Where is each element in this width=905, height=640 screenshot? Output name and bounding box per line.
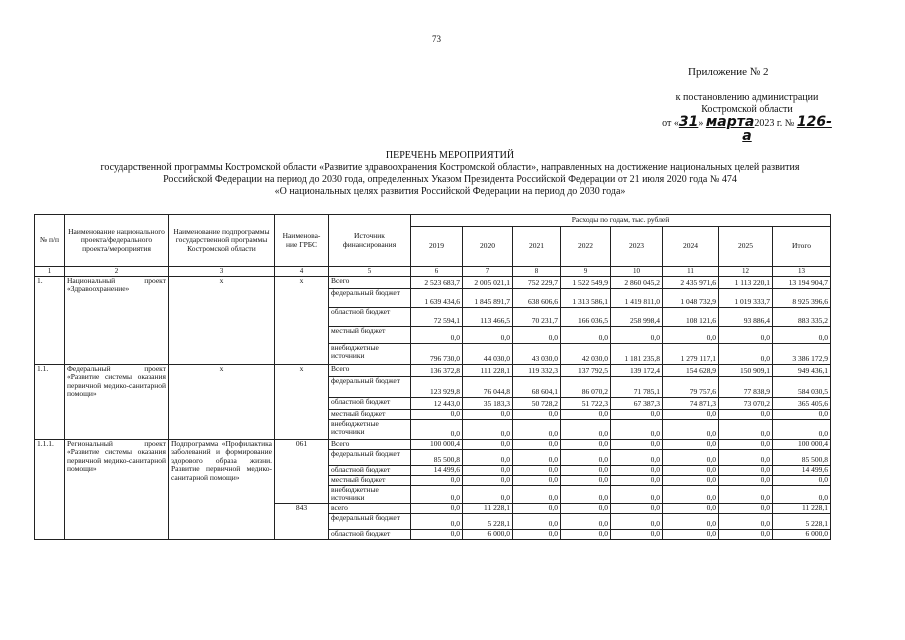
amount-cell: 113 466,5 (463, 307, 513, 326)
funding-source: федеральный бюджет (329, 376, 411, 397)
column-number: 5 (329, 267, 411, 277)
amount-cell: 0,0 (663, 409, 719, 419)
amount-cell: 0,0 (561, 475, 611, 485)
grbs-code: 843 (275, 503, 329, 539)
header-name: Наименование национального проекта/федерального проекта/мероприятия (65, 215, 169, 267)
subprogram-name: Подпрограмма «Профилактика заболеваний и формирование здорового образа жизни. Развитие первичной медико-санитарной помощи» (169, 439, 275, 539)
amount-cell: 166 036,5 (561, 307, 611, 326)
amount-cell: 0,0 (513, 529, 561, 539)
grbs-code: х (275, 364, 329, 439)
grbs-code: х (275, 276, 329, 364)
amount-cell: 0,0 (663, 326, 719, 343)
amount-cell: 0,0 (719, 326, 773, 343)
amount-cell: 93 886,4 (719, 307, 773, 326)
amount-cell: 0,0 (463, 419, 513, 439)
amount-cell: 0,0 (561, 503, 611, 513)
amount-cell: 73 070,2 (719, 397, 773, 409)
column-numbers-row (35, 267, 831, 277)
amount-cell: 1 048 732,9 (663, 288, 719, 307)
amount-cell: 0,0 (719, 439, 773, 449)
amount-cell: 108 121,6 (663, 307, 719, 326)
column-number: 9 (561, 267, 611, 277)
amount-cell: 123 929,8 (411, 376, 463, 397)
amount-cell: 0,0 (611, 439, 663, 449)
decree-reference (662, 92, 832, 144)
amount-cell: 43 030,0 (513, 343, 561, 364)
column-number: 4 (275, 267, 329, 277)
measure-name: Национальный проект «Здравоохранение» (65, 276, 169, 364)
title-line-2: Российской Федерации на период до 2030 года, определенных Указом Президента Российской Федерации от 21 июля 2020 года № 474 (163, 174, 737, 185)
amount-cell: 0,0 (513, 449, 561, 465)
amount-cell: 1 113 220,1 (719, 276, 773, 288)
funding-source: областной бюджет (329, 307, 411, 326)
column-number: 11 (663, 267, 719, 277)
funding-source: внебюджетные источники (329, 343, 411, 364)
amount-cell: 11 228,1 (463, 503, 513, 513)
header-year: 2021 (513, 227, 561, 267)
amount-cell: 0,0 (411, 475, 463, 485)
column-number: 3 (169, 267, 275, 277)
header-year: 2022 (561, 227, 611, 267)
amount-cell: 0,0 (411, 485, 463, 503)
table-row (35, 276, 831, 288)
funding-source: местный бюджет (329, 326, 411, 343)
amount-cell: 0,0 (773, 409, 831, 419)
appendix-title: Приложение № 2 (688, 66, 769, 78)
amount-cell: 1 845 891,7 (463, 288, 513, 307)
title-heading: ПЕРЕЧЕНЬ МЕРОПРИЯТИЙ (385, 150, 515, 161)
funding-source: внебюджетные источники (329, 485, 411, 503)
amount-cell: 1 313 586,1 (561, 288, 611, 307)
amount-cell: 1 522 549,9 (561, 276, 611, 288)
funding-source: областной бюджет (329, 465, 411, 475)
decree-quote: » (698, 118, 704, 129)
amount-cell: 0,0 (463, 485, 513, 503)
amount-cell: 0,0 (463, 475, 513, 485)
amount-cell: 68 604,1 (513, 376, 561, 397)
amount-cell: 150 909,1 (719, 364, 773, 376)
funding-source: областной бюджет (329, 529, 411, 539)
amount-cell: 0,0 (513, 503, 561, 513)
table-body (35, 276, 831, 539)
table-row (35, 439, 831, 449)
amount-cell: 86 070,2 (561, 376, 611, 397)
row-number: 1. (35, 276, 65, 364)
amount-cell: 74 871,3 (663, 397, 719, 409)
amount-cell: 35 183,3 (463, 397, 513, 409)
amount-cell: 2 005 021,1 (463, 276, 513, 288)
column-number: 7 (463, 267, 513, 277)
amount-cell: 0,0 (663, 475, 719, 485)
amount-cell: 0,0 (611, 449, 663, 465)
header-year: 2025 (719, 227, 773, 267)
amount-cell: 70 231,7 (513, 307, 561, 326)
amount-cell: 0,0 (773, 475, 831, 485)
amount-cell: 51 722,3 (561, 397, 611, 409)
amount-cell: 0,0 (611, 419, 663, 439)
amount-cell: 67 387,3 (611, 397, 663, 409)
amount-cell: 0,0 (561, 326, 611, 343)
amount-cell: 0,0 (773, 326, 831, 343)
amount-cell: 0,0 (463, 449, 513, 465)
amount-cell: 0,0 (663, 439, 719, 449)
column-number: 1 (35, 267, 65, 277)
amount-cell: 72 594,1 (411, 307, 463, 326)
grbs-code: 061 (275, 439, 329, 503)
header-year: 2020 (463, 227, 513, 267)
measure-name: Региональный проект «Развитие системы оказания первичной медико-санитарной помощи» (65, 439, 169, 539)
header-num: № п/п (35, 215, 65, 267)
amount-cell: 1 181 235,8 (611, 343, 663, 364)
amount-cell: 752 229,7 (513, 276, 561, 288)
amount-cell: 0,0 (719, 465, 773, 475)
amount-cell: 0,0 (611, 485, 663, 503)
subprogram-name: х (169, 276, 275, 364)
amount-cell: 0,0 (611, 409, 663, 419)
amount-cell: 14 499,6 (773, 465, 831, 475)
amount-cell: 0,0 (773, 419, 831, 439)
column-number: 6 (411, 267, 463, 277)
amount-cell: 0,0 (611, 503, 663, 513)
amount-cell: 44 030,0 (463, 343, 513, 364)
amount-cell: 1 419 811,0 (611, 288, 663, 307)
header-source: Источник финансирования (329, 215, 411, 267)
column-number: 12 (719, 267, 773, 277)
funding-source: всего (329, 503, 411, 513)
decree-line-2: Костромской области (701, 104, 793, 115)
amount-cell: 111 228,1 (463, 364, 513, 376)
amount-cell: 0,0 (663, 419, 719, 439)
amount-cell: 0,0 (561, 485, 611, 503)
document-title (60, 150, 840, 198)
amount-cell: 0,0 (411, 529, 463, 539)
measures-table (34, 214, 831, 540)
funding-source: федеральный бюджет (329, 513, 411, 529)
amount-cell: 139 172,4 (611, 364, 663, 376)
amount-cell: 0,0 (719, 419, 773, 439)
page-number: 73 (432, 34, 441, 44)
amount-cell: 100 000,4 (773, 439, 831, 449)
amount-cell: 0,0 (411, 513, 463, 529)
table-row (35, 364, 831, 376)
header-grbs: Наименова-ние ГРБС (275, 215, 329, 267)
amount-cell: 0,0 (719, 513, 773, 529)
amount-cell: 154 628,9 (663, 364, 719, 376)
column-number: 13 (773, 267, 831, 277)
funding-source: областной бюджет (329, 397, 411, 409)
amount-cell: 137 792,5 (561, 364, 611, 376)
amount-cell: 1 639 434,6 (411, 288, 463, 307)
funding-source: федеральный бюджет (329, 449, 411, 465)
decree-month: марта (705, 114, 755, 130)
amount-cell: 0,0 (463, 326, 513, 343)
amount-cell: 3 386 172,9 (773, 343, 831, 364)
amount-cell: 6 000,0 (773, 529, 831, 539)
decree-from: от « (662, 118, 679, 129)
funding-source: Всего (329, 439, 411, 449)
amount-cell: 0,0 (463, 439, 513, 449)
amount-cell: 77 838,9 (719, 376, 773, 397)
decree-date-line (662, 116, 832, 144)
amount-cell: 85 500,8 (773, 449, 831, 465)
funding-source: местный бюджет (329, 475, 411, 485)
amount-cell: 796 730,0 (411, 343, 463, 364)
amount-cell: 1 019 333,7 (719, 288, 773, 307)
funding-source: внебюджетные источники (329, 419, 411, 439)
column-number: 2 (65, 267, 169, 277)
amount-cell: 883 335,2 (773, 307, 831, 326)
amount-cell: 0,0 (411, 326, 463, 343)
amount-cell: 0,0 (611, 529, 663, 539)
amount-cell: 79 757,6 (663, 376, 719, 397)
amount-cell: 71 785,1 (611, 376, 663, 397)
amount-cell: 0,0 (513, 485, 561, 503)
decree-line-1: к постановлению администрации (675, 92, 819, 103)
amount-cell: 0,0 (663, 485, 719, 503)
amount-cell: 0,0 (561, 513, 611, 529)
amount-cell: 0,0 (513, 475, 561, 485)
amount-cell: 0,0 (663, 529, 719, 539)
header-year: Итого (773, 227, 831, 267)
amount-cell: 76 044,8 (463, 376, 513, 397)
amount-cell: 0,0 (663, 503, 719, 513)
amount-cell: 0,0 (561, 419, 611, 439)
amount-cell: 0,0 (611, 475, 663, 485)
column-number: 10 (611, 267, 663, 277)
amount-cell: 0,0 (561, 449, 611, 465)
amount-cell: 14 499,6 (411, 465, 463, 475)
amount-cell: 0,0 (513, 513, 561, 529)
amount-cell: 0,0 (513, 409, 561, 419)
amount-cell: 0,0 (663, 513, 719, 529)
amount-cell: 0,0 (561, 409, 611, 419)
amount-cell: 365 405,6 (773, 397, 831, 409)
amount-cell: 1 279 117,1 (663, 343, 719, 364)
amount-cell: 0,0 (561, 529, 611, 539)
title-line-1: государственной программы Костромской области «Развитие здравоохранения Костромской области», направленных на достижение национальных целей развития (100, 162, 800, 173)
funding-source: местный бюджет (329, 409, 411, 419)
row-number: 1.1.1. (35, 439, 65, 539)
header-year: 2024 (663, 227, 719, 267)
amount-cell: 0,0 (463, 409, 513, 419)
amount-cell: 42 030,0 (561, 343, 611, 364)
amount-cell: 119 332,3 (513, 364, 561, 376)
amount-cell: 949 436,1 (773, 364, 831, 376)
header-expenses: Расходы по годам, тыс. рублей (411, 215, 831, 227)
amount-cell: 0,0 (663, 465, 719, 475)
amount-cell: 0,0 (561, 439, 611, 449)
decree-number: 126-а (742, 114, 832, 144)
amount-cell: 50 728,2 (513, 397, 561, 409)
amount-cell: 0,0 (411, 419, 463, 439)
amount-cell: 2 523 683,7 (411, 276, 463, 288)
amount-cell: 0,0 (611, 326, 663, 343)
amount-cell: 11 228,1 (773, 503, 831, 513)
amount-cell: 100 000,4 (411, 439, 463, 449)
amount-cell: 85 500,8 (411, 449, 463, 465)
decree-year: 2023 г. № (754, 118, 795, 129)
amount-cell: 13 194 904,7 (773, 276, 831, 288)
row-number: 1.1. (35, 364, 65, 439)
amount-cell: 5 228,1 (773, 513, 831, 529)
amount-cell: 0,0 (719, 529, 773, 539)
amount-cell: 0,0 (719, 449, 773, 465)
amount-cell: 5 228,1 (463, 513, 513, 529)
amount-cell: 0,0 (719, 475, 773, 485)
header-year: 2019 (411, 227, 463, 267)
funding-source: Всего (329, 364, 411, 376)
amount-cell: 0,0 (719, 409, 773, 419)
decree-day: 31 (678, 114, 699, 130)
amount-cell: 0,0 (561, 465, 611, 475)
amount-cell: 8 925 396,6 (773, 288, 831, 307)
amount-cell: 0,0 (773, 485, 831, 503)
amount-cell: 638 606,6 (513, 288, 561, 307)
amount-cell: 584 030,5 (773, 376, 831, 397)
amount-cell: 258 998,4 (611, 307, 663, 326)
amount-cell: 0,0 (719, 485, 773, 503)
column-number: 8 (513, 267, 561, 277)
amount-cell: 0,0 (411, 409, 463, 419)
amount-cell: 0,0 (719, 343, 773, 364)
funding-source: Всего (329, 276, 411, 288)
amount-cell: 0,0 (611, 513, 663, 529)
header-year: 2023 (611, 227, 663, 267)
amount-cell: 0,0 (513, 326, 561, 343)
amount-cell: 2 435 971,6 (663, 276, 719, 288)
amount-cell: 0,0 (463, 465, 513, 475)
amount-cell: 0,0 (513, 439, 561, 449)
header-subprogram: Наименование подпрограммы государственной программы Костромской области (169, 215, 275, 267)
amount-cell: 0,0 (513, 465, 561, 475)
measure-name: Федеральный проект «Развитие системы оказания первичной медико-санитарной помощи» (65, 364, 169, 439)
amount-cell: 0,0 (611, 465, 663, 475)
amount-cell: 6 000,0 (463, 529, 513, 539)
amount-cell: 0,0 (719, 503, 773, 513)
amount-cell: 2 860 045,2 (611, 276, 663, 288)
funding-source: федеральный бюджет (329, 288, 411, 307)
amount-cell: 0,0 (411, 503, 463, 513)
subprogram-name: х (169, 364, 275, 439)
amount-cell: 12 443,0 (411, 397, 463, 409)
amount-cell: 0,0 (513, 419, 561, 439)
amount-cell: 136 372,8 (411, 364, 463, 376)
title-line-3: «О национальных целях развития Российской Федерации на период до 2030 года» (274, 186, 626, 197)
amount-cell: 0,0 (663, 449, 719, 465)
